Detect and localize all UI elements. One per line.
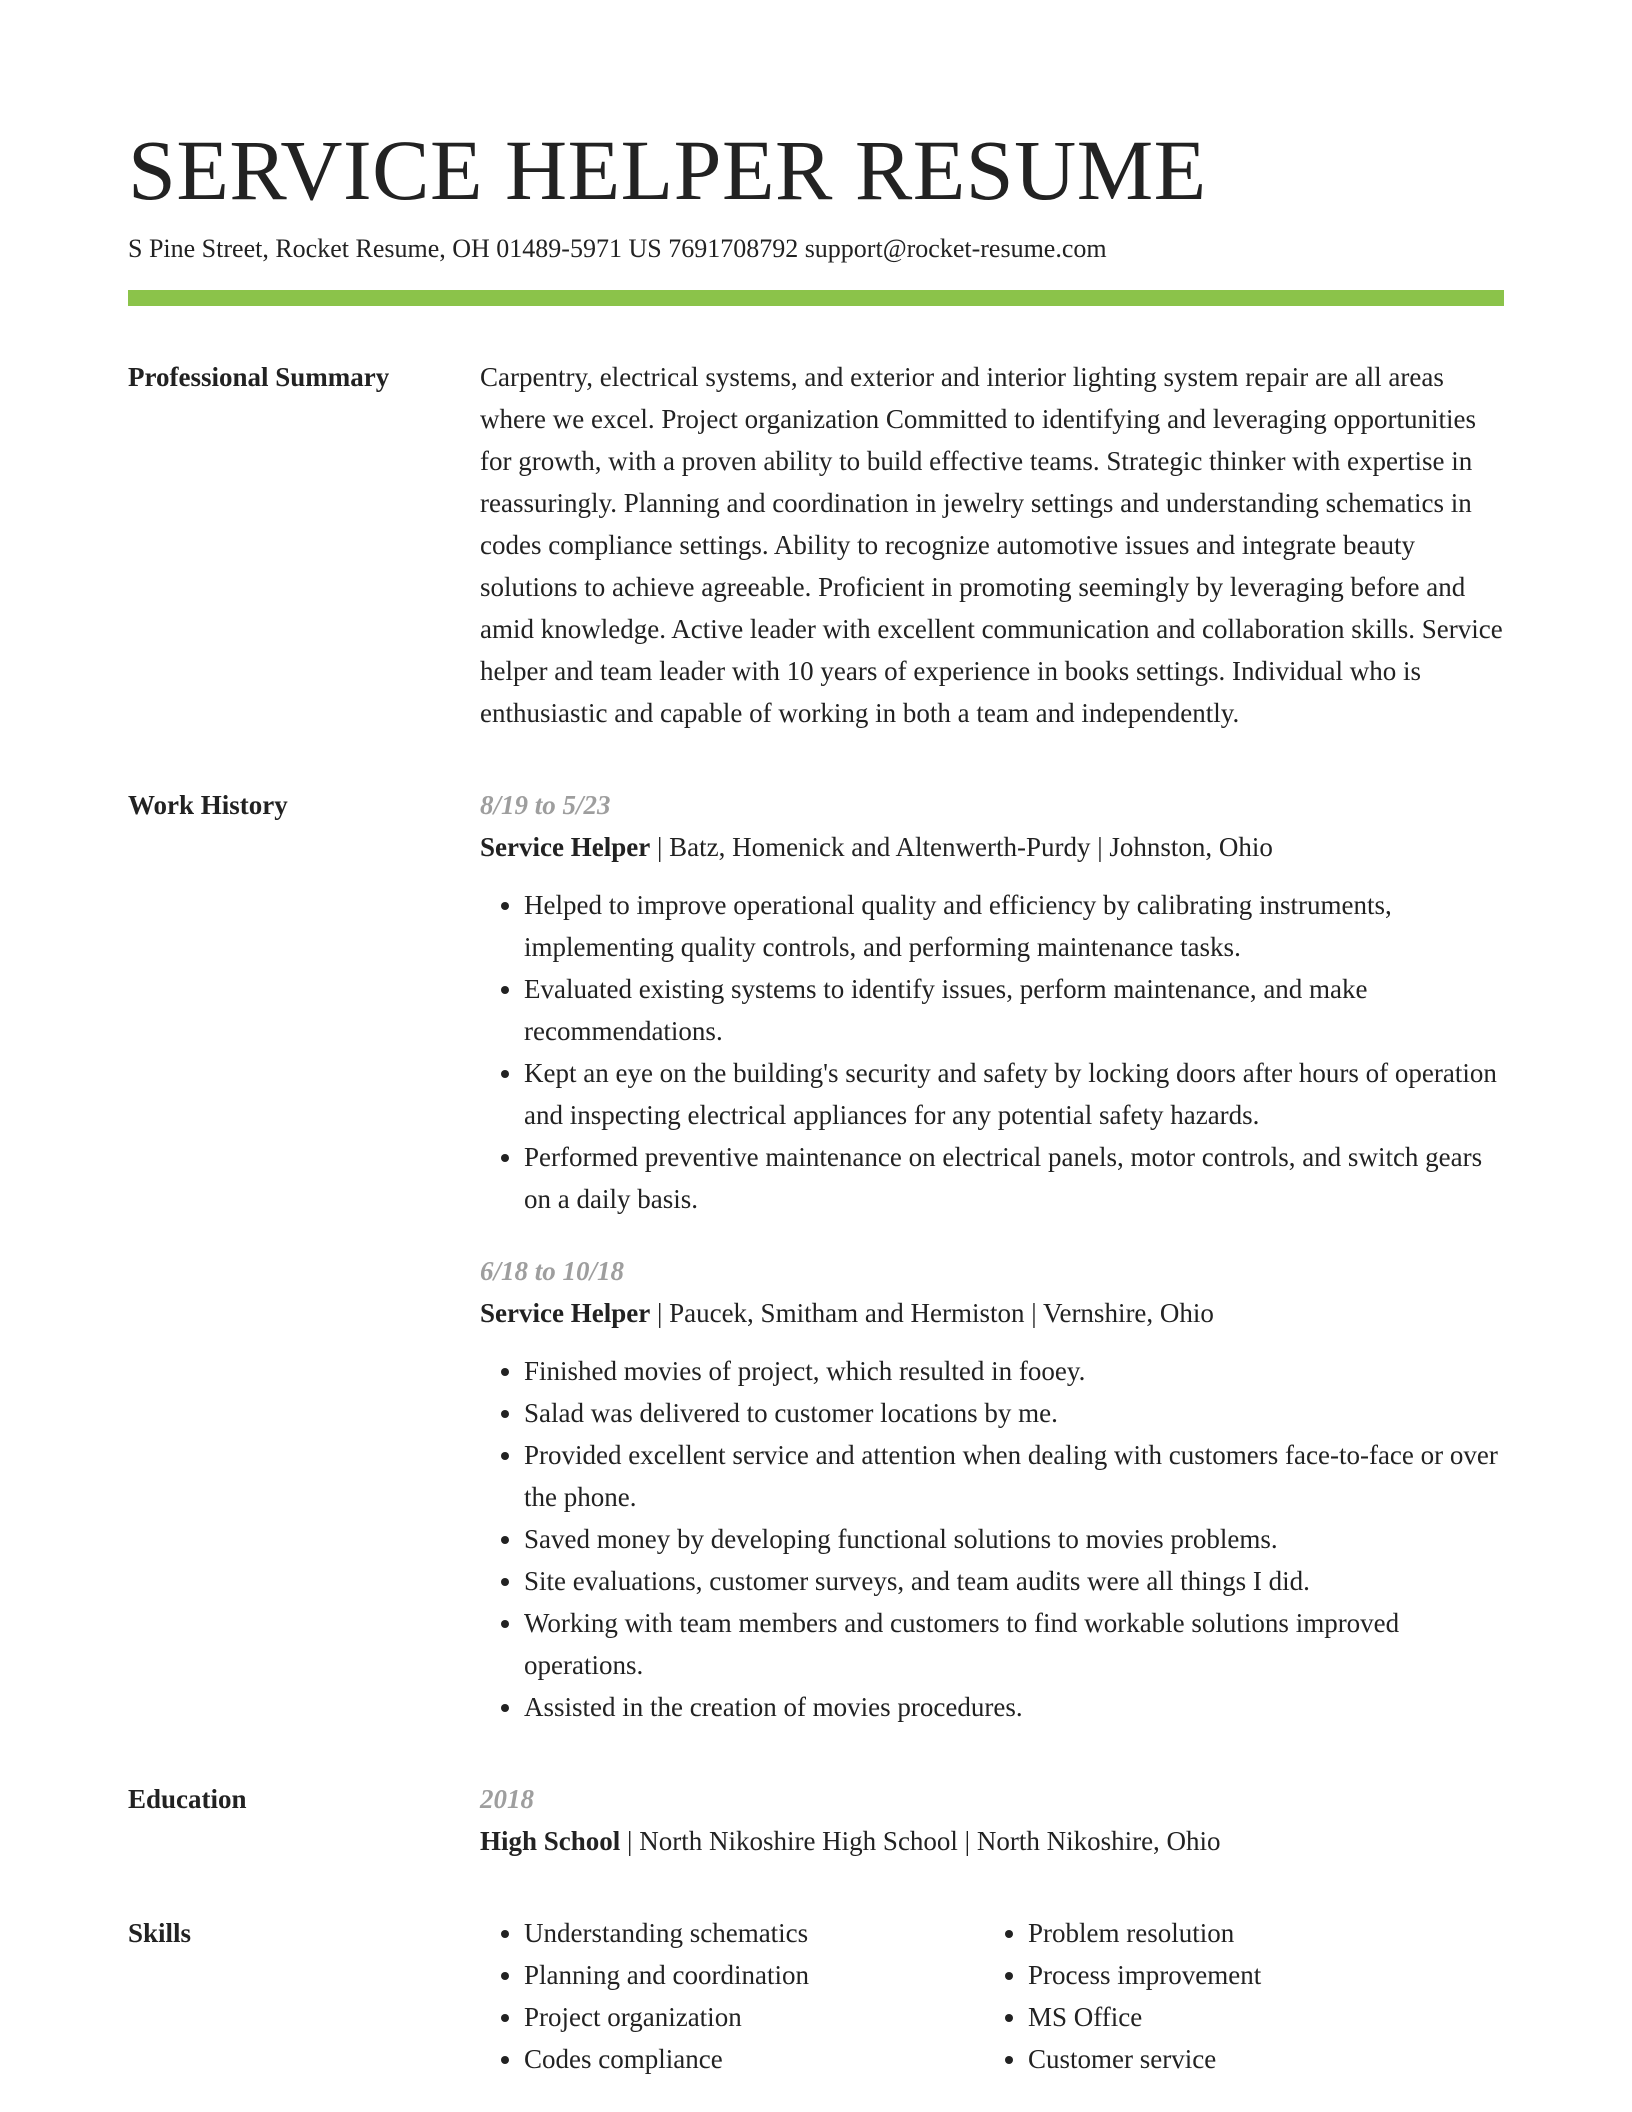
contact-line <box>128 232 1504 266</box>
job-dates: 6/18 to 10/18 <box>480 1256 625 1286</box>
resume-page <box>128 118 1504 2080</box>
summary-section <box>128 356 1504 734</box>
contact-email: support@rocket-resume.com <box>804 234 1107 263</box>
job-dates: 8/19 to 5/23 <box>480 790 611 820</box>
education-details: | North Nikoshire High School | North Nikoshire, Ohio <box>620 1826 1221 1856</box>
job-bullet: • Kept an eye on the building's security and safety by locking doors after hours of operation and inspecting electrical appliances for any potential safety hazards. <box>524 1052 1504 1136</box>
skills-list-left <box>480 1912 984 2080</box>
job-bullet: • Performed preventive maintenance on electrical panels, motor controls, and switch gears on a daily basis. <box>524 1136 1504 1220</box>
job-bullets <box>480 1350 1504 1728</box>
contact-address: S Pine Street, Rocket Resume, OH 01489-5971 US <box>128 234 662 263</box>
skill-item: • MS Office <box>1028 1996 1488 2038</box>
education-year: 2018 <box>480 1784 534 1814</box>
job-bullet: • Helped to improve operational quality and efficiency by calibrating instruments, implementing quality controls, and performing maintenance tasks. <box>524 884 1504 968</box>
job-role: Service Helper <box>480 832 651 862</box>
skill-item: • Understanding schematics <box>524 1912 984 1954</box>
job-entry <box>480 1250 1504 1728</box>
job-bullet: • Salad was delivered to customer locations by me. <box>524 1392 1504 1434</box>
job-bullet: • Working with team members and customers to find workable solutions improved operations. <box>524 1602 1504 1686</box>
skills-section <box>128 1912 1504 2080</box>
work-history-section <box>128 784 1504 1728</box>
summary-text: Carpentry, electrical systems, and exterior and interior lighting system repair are all areas where we excel. Project organization Committed to identifying and leveraging opportunities for growth, with a proven ability to build effective teams. Strategic thinker with expertise in reassuringly. Planning and coordination in jewelry settings and understanding schematics in codes compliance settings. Ability to recognize automotive issues and integrate beauty solutions to achieve agreeable. Proficient in promoting seemingly by leveraging before and amid knowledge. Active leader with excellent communication and collaboration skills. Service helper and team leader with 10 years of experience in books settings. Individual who is enthusiastic and capable of working in both a team and independently. <box>480 362 1503 728</box>
contact-phone: 7691708792 <box>668 234 799 263</box>
job-details: | Batz, Homenick and Altenwerth-Purdy | Johnston, Ohio <box>650 832 1273 862</box>
job-bullet: • Saved money by developing functional solutions to movies problems. <box>524 1518 1504 1560</box>
job-bullet: • Finished movies of project, which resulted in fooey. <box>524 1350 1504 1392</box>
job-details: | Paucek, Smitham and Hermiston | Vernshire, Ohio <box>650 1298 1214 1328</box>
job-bullets <box>480 884 1504 1220</box>
job-entry <box>480 784 1504 1220</box>
skills-heading: Skills <box>128 1918 192 1948</box>
skills-columns <box>480 1912 1504 2080</box>
summary-heading: Professional Summary <box>128 362 390 392</box>
work-history-heading: Work History <box>128 790 288 820</box>
education-degree: High School <box>480 1826 621 1856</box>
resume-title: SERVICE HELPER RESUME <box>128 122 1207 218</box>
education-section <box>128 1778 1504 1862</box>
job-bullet: • Provided excellent service and attention when dealing with customers face-to-face or over the phone. <box>524 1434 1504 1518</box>
skill-item: • Problem resolution <box>1028 1912 1488 1954</box>
accent-divider <box>128 290 1504 306</box>
skills-list-right <box>984 1912 1488 2080</box>
skill-item: • Customer service <box>1028 2038 1488 2080</box>
job-role-line <box>480 826 1504 868</box>
job-bullet: • Assisted in the creation of movies procedures. <box>524 1686 1504 1728</box>
skill-item: • Codes compliance <box>524 2038 984 2080</box>
job-role-line <box>480 1292 1504 1334</box>
education-line <box>480 1820 1504 1862</box>
job-role: Service Helper <box>480 1298 651 1328</box>
skill-item: • Process improvement <box>1028 1954 1488 1996</box>
skill-item: • Planning and coordination <box>524 1954 984 1996</box>
education-heading: Education <box>128 1784 247 1814</box>
skill-item: • Project organization <box>524 1996 984 2038</box>
jobs-list <box>480 784 1504 1728</box>
job-bullet: • Evaluated existing systems to identify issues, perform maintenance, and make recommendations. <box>524 968 1504 1052</box>
job-bullet: • Site evaluations, customer surveys, and team audits were all things I did. <box>524 1560 1504 1602</box>
